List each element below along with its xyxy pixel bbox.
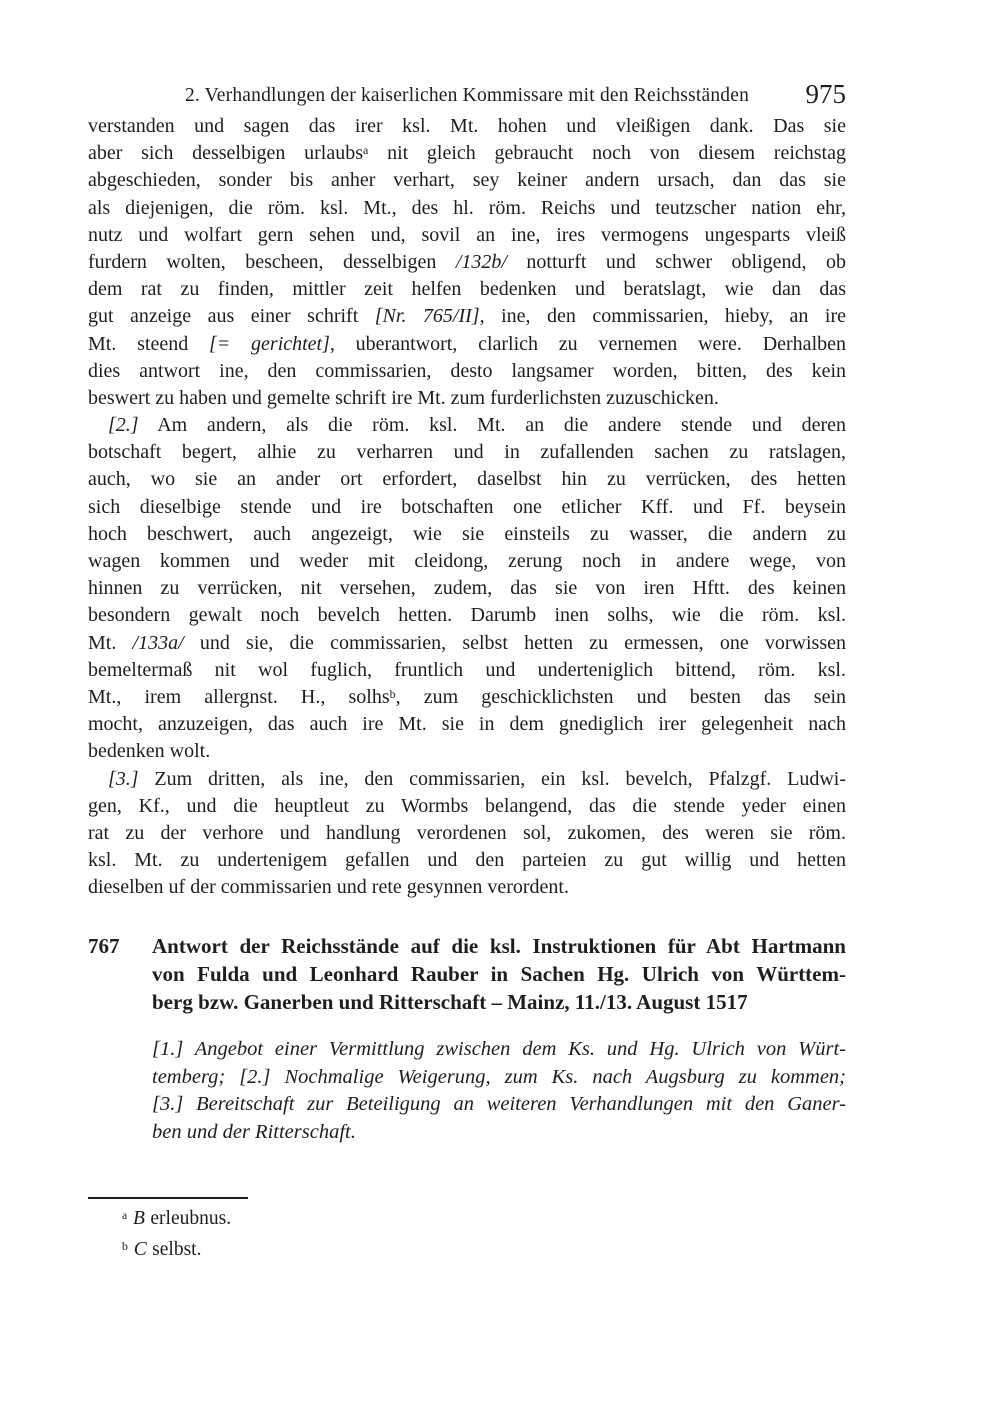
- running-header: [88, 85, 846, 107]
- text-line: hinnen zu verrücken, nit versehen, zudem, das sie von iren Hftt. des keinen: [88, 577, 846, 600]
- page-number: 975: [805, 79, 846, 109]
- entry-number: 767: [88, 934, 120, 958]
- footnotes: [88, 1203, 846, 1265]
- paragraph-1: [88, 113, 846, 412]
- footnote-marker: a: [122, 1208, 128, 1222]
- text-line: besondern gewalt noch bevelch hetten. Darumb inen solhs, wie die röm. ksl.: [88, 604, 846, 627]
- text-line: bemeltermaß nit wol fuglich, fruntlich und underteniglich bittend, röm. ksl.: [88, 658, 846, 681]
- text-line: gut anzeige aus einer schrift [Nr. 765/II], ine, den commissarien, hieby, an ire: [88, 305, 847, 328]
- footnote-rule: [88, 1197, 248, 1199]
- text-line: [2.] Am andern, als die röm. ksl. Mt. an die andere stende und deren: [108, 414, 846, 437]
- text-line: bedenken wolt.: [88, 740, 211, 763]
- text-line: mocht, anzuzeigen, das auch ire Mt. sie in dem gnediglich irer gelegenheit nach: [88, 713, 846, 736]
- text-line: ksl. Mt. zu undertenigem gefallen und den parteien zu gut willig und hetten: [88, 849, 846, 872]
- footnote-a: [88, 1203, 846, 1234]
- entry-heading-line: berg bzw. Ganerben und Ritterschaft – Mainz, 11./13. August 1517: [152, 990, 748, 1015]
- text-line: Mt. /133a/ und sie, die commissarien, selbst hetten zu ermessen, one vorwissen: [88, 631, 846, 654]
- footnote-b: [88, 1234, 846, 1265]
- footnote-marker: b: [122, 1239, 128, 1253]
- entry-summary-line: [3.] Bereitschaft zur Beteiligung an weiteren Verhandlungen mit den Ganer-: [152, 1093, 846, 1116]
- entry-summary-line: ben und der Ritterschaft.: [152, 1120, 356, 1143]
- running-header-title: 2. Verhandlungen der kaiserlichen Kommissare mit den Reichsständen: [184, 85, 750, 106]
- entry-summary-line: temberg; [2.] Nochmalige Weigerung, zum Ks. nach Augsburg zu kommen;: [152, 1065, 846, 1088]
- text-line: [3.] Zum dritten, als ine, den commissarien, ein ksl. bevelch, Pfalzgf. Ludwi-: [108, 767, 846, 790]
- entry-heading-line: von Fulda und Leonhard Rauber in Sachen Hg. Ulrich von Württem-: [152, 962, 846, 987]
- text-line: rat zu der verhore und handlung verordenen sol, zukomen, des weren sie röm.: [88, 821, 846, 844]
- text-line: beswert zu haben und gemelte schrift ire Mt. zum furderlichsten zuzuschicken.: [88, 386, 719, 409]
- text-line: dies antwort ine, den commissarien, desto langsamer worden, bitten, des kein: [88, 359, 846, 382]
- text-line: nutz und wolfart gern sehen und, sovil an ine, ires vermogens ungesparts vleiß: [88, 223, 846, 246]
- paragraph-2: [88, 412, 846, 765]
- entry-summary: [152, 1036, 846, 1146]
- entry-heading-line: Antwort der Reichsstände auf die ksl. Instruktionen für Abt Hartmann: [152, 934, 846, 958]
- entry-summary-line: [1.] Angebot einer Vermittlung zwischen dem Ks. und Hg. Ulrich von Würt-: [152, 1038, 846, 1060]
- footnote-source-sigle: C: [133, 1239, 147, 1260]
- text-line: abgeschieden, sonder bis anher verhart, sey keiner andern ursach, dan das sie: [88, 169, 846, 192]
- text-line: verstanden und sagen das irer ksl. Mt. hohen und vleißigen dank. Das sie: [88, 115, 846, 137]
- text-line: sich dieselbige stende und ire botschaften one etlicher Kff. und Ff. beysein: [88, 495, 846, 518]
- text-line: dem rat zu finden, mittler zeit helfen bedenken und beratslagt, wie dan das: [88, 278, 846, 301]
- text-line: dieselben uf der commissarien und rete gesynnen verordent.: [88, 876, 569, 899]
- body-text: [88, 113, 846, 901]
- text-line: Mt., irem allergnst. H., solhs$^b$, zum geschicklichsten und besten das sein: [88, 685, 846, 708]
- footnote-source-sigle: B: [133, 1208, 145, 1229]
- text-line: hoch beschwert, auch angezeigt, wie sie einsteils zu wasser, die andern zu: [88, 522, 846, 545]
- text-line: als diejenigen, die röm. ksl. Mt., des hl. röm. Reichs und teutzscher nation ehr,: [88, 196, 846, 219]
- entry-heading: [152, 932, 846, 1017]
- text-line: aber sich desselbigen urlaubs$^a$ nit gleich gebraucht noch von diesem reichstag: [88, 142, 846, 165]
- paragraph-3: [88, 766, 846, 902]
- text-line: gen, Kf., und die heuptleut zu Wormbs belangend, das die stende yeder einen: [88, 794, 846, 817]
- text-line: furdern wolten, bescheen, desselbigen /132b/ notturft und schwer obligend, ob: [88, 250, 846, 273]
- footnote-text: selbst.: [152, 1239, 202, 1260]
- text-line: Mt. steend [= gerichtet], uberantwort, clarlich zu vernemen were. Derhalben: [88, 332, 846, 355]
- text-line: botschaft begert, alhie zu verharren und in zufallenden sachen zu ratslagen,: [88, 441, 846, 464]
- text-line: auch, wo sie an ander ort erfordert, daselbst hin zu verrücken, des hetten: [88, 468, 846, 491]
- footnote-text: erleubnus.: [150, 1208, 232, 1229]
- text-line: wagen kommen und weder mit cleidong, zerung noch in andere wege, von: [88, 550, 846, 572]
